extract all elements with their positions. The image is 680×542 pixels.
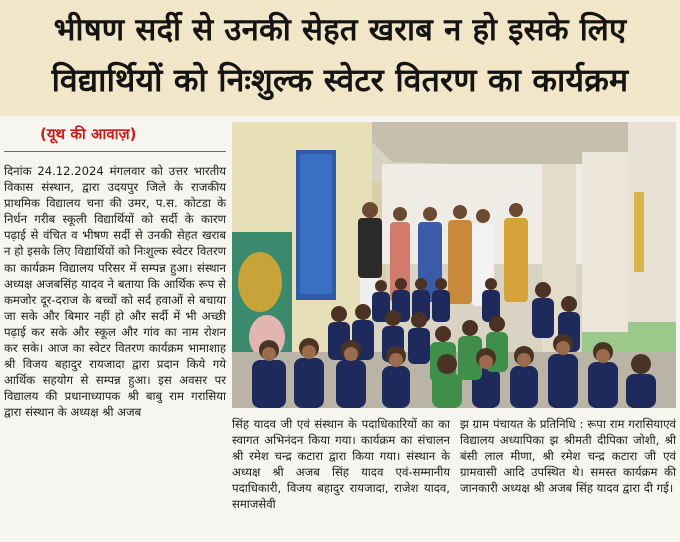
article-text-col2: सिंह यादव जी एवं संस्थान के पदाधिकारियों का का स्वागत अभिनंदन किया गया। कार्यक्रम का संचालन श्री रमेश चन्द्र कटारा द्वारा किया गया। संस्थान के अध्यक्ष श्री अजब सिंह यादव एवं-सम्मानीय पदाधिकारी, विजय बहादुर रायजादा, राजेश यादव, समाजसेवी [232, 417, 450, 512]
article-column-1 [4, 163, 226, 421]
article-text-col1: दिनांक 24.12.2024 मंगलवार को उत्तर भारतीय विकास संस्थान, द्वारा उदयपुर जिले के राजकीय प्राथमिक विद्यालय चना की उमर, प.स. कोटडा के निर्धन गरीब स्कूली विद्यार्थियों को सर्दी के कारण पढ़ाई से वंचित व भीषण सर्दी से उनकी सेहत खराब न हो इसके लिए विद्यार्थियों को निःशुल्क स्वेटर वितरण का कार्यक्रम विद्यालय परिसर में सम्पन्न हुआ। संस्थान अध्यक्ष अजबसिंह यादव ने बताया कि आर्थिक रूप से कमजोर दूर-दराज के बच्चों को सर्द हवाओं से बचाया जा सके और बिमार नहीं हो और सर्दी में भी अच्छी पढ़ाई कर सके और स्कूल और गांव का नाम रोशन कर सके। आज का स्वेटर वितरण कार्यक्रम भामाशाह श्री विजय बहादुर रायजादा द्वारा प्रदान किये गये आर्थिक सहयोग से सम्पन्न हुआ। इस अवसर पर विद्यालय की प्रधानाध्यापक श्री बाबु राम गरासिया द्वारा संस्थान के अध्यक्ष श्री अजब [4, 164, 226, 420]
headline-banner [0, 0, 680, 116]
article-column-3 [460, 416, 676, 496]
headline-line-1: भीषण सर्दी से उनकी सेहत खराब न हो इसके लिए [53, 12, 627, 48]
article-text-col3: झ ग्राम पंचायत के प्रतिनिधि : रूपा राम गरासियाएवं विद्यालय अध्यापिका झ श्रीमती दीपिका जोशी, श्री बंसी लाल मीणा, श्री रमेश चन्द्र कटारा जी एवं ग्रामवासी आदि उपस्थित थे। समस्त कार्यक्रम की जानकारी अध्यक्ष श्री अजब सिंह यादव द्वारा दी गई। [460, 417, 676, 496]
article-column-2 [232, 416, 450, 513]
headline-line-2: विद्यार्थियों को निःशुल्क स्वेटर वितरण का कार्यक्रम [51, 61, 629, 99]
photo-illustration [232, 122, 676, 408]
event-photo [232, 122, 676, 408]
divider [4, 151, 226, 152]
byline: (यूथ की आवाज़) [40, 125, 137, 143]
